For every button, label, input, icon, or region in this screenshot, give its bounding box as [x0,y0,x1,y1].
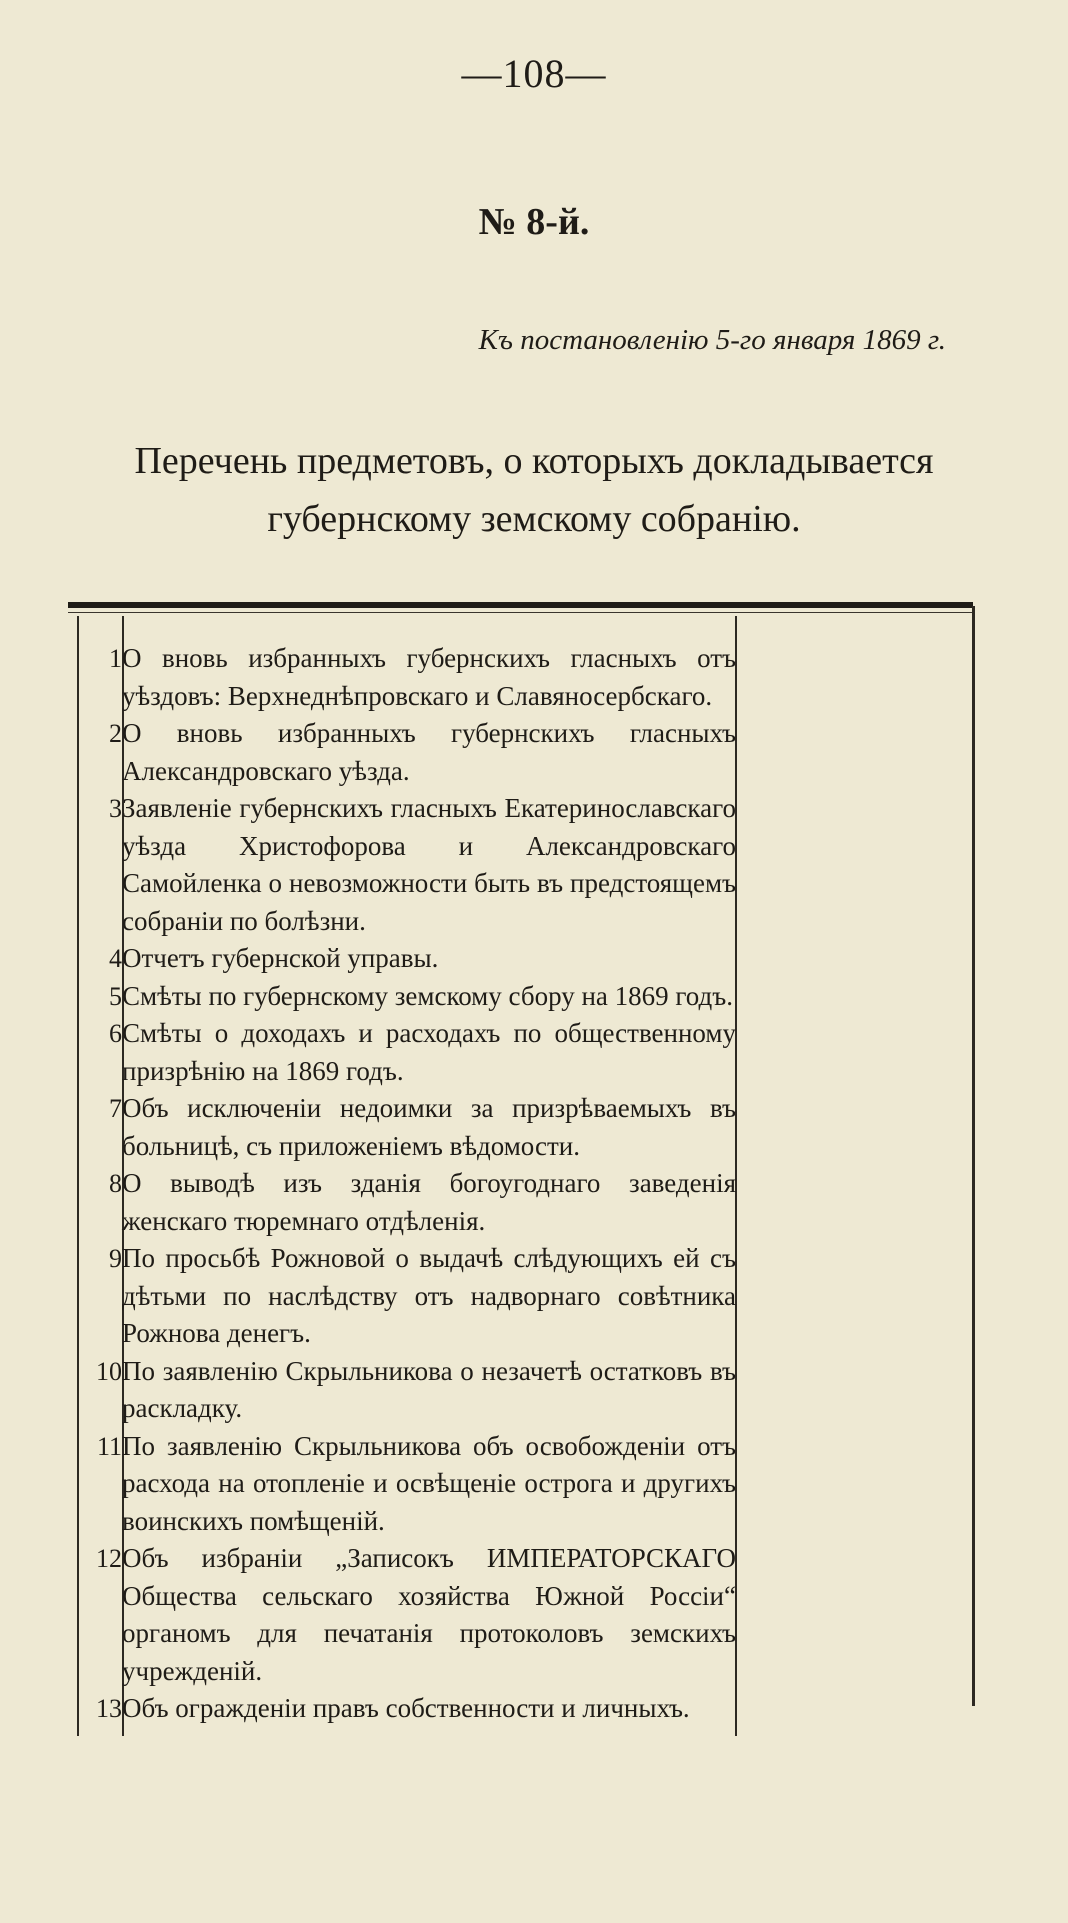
table-row [78,1090,736,1165]
item-text: Отчетъ губернской управы. [122,943,439,973]
item-text: Смѣты по губернскому земскому сбору на 1869 годъ. [122,980,733,1011]
item-number: 4 [109,944,122,973]
table-row [78,640,736,715]
table-row [78,1428,736,1541]
item-text: Объ огражденіи правъ собственности и личныхъ. [122,1693,690,1723]
table-row [78,1690,736,1728]
page-title: Перечень предметовъ, о которыхъ докладывается губернскому земскому собранію. [134,440,934,540]
page-number: —108— [461,51,607,96]
items-table [78,640,736,1728]
item-number: 1 [109,644,122,673]
item-text: Объ избраніи „Записокъ ИМПЕРАТОРСКАГО Общества сельскаго хозяйства Южной Россіи“ органомъ для печатанія протоколовъ земскихъ учрежденій. [122,1543,736,1686]
item-text: По просьбѣ Рожновой о выдачѣ слѣдующихъ ей съ дѣтьми по наслѣдству отъ надворнаго совѣтника Рожнова денегъ. [122,1243,736,1348]
item-number: 6 [109,1019,122,1048]
item-number: 12 [96,1544,122,1573]
item-number: 2 [109,719,122,748]
item-text: Смѣты о доходахъ и расходахъ по общественному призрѣнію на 1869 годъ. [122,1018,736,1086]
item-text: По заявленію Скрыльникова о незачетѣ остатковъ въ раскладку. [122,1355,736,1423]
table-row [78,1240,736,1353]
item-number: 9 [109,1244,122,1273]
item-number: 11 [96,1431,122,1461]
table-right-border [972,606,975,1706]
item-text: О выводѣ изъ зданія богоугоднаго заведенія женскаго тюремнаго отдѣленія. [122,1168,736,1236]
table-row [78,978,736,1016]
item-number: 10 [96,1356,122,1386]
item-number: 8 [109,1169,122,1198]
table-row [78,1540,736,1690]
item-number: 5 [109,981,122,1011]
table-row [78,1015,736,1090]
item-number: 13 [96,1694,122,1723]
table-row [78,790,736,940]
table-row [78,715,736,790]
item-text: По заявленію Скрыльникова объ освобожденіи отъ расхода на отопленіе и освѣщеніе острога и другихъ воинскихъ помѣщеній. [122,1430,736,1536]
table-top-rule [68,602,973,608]
item-text: Заявленіе губернскихъ гласныхъ Екатеринославскаго уѣзда Христофорова и Александровскаго Самойленка о невозможности быть въ предстоящемъ собраніи по болѣзни. [122,793,736,936]
document-number: № 8-й. [478,201,590,243]
table-row [78,1353,736,1428]
item-text: О вновь избранныхъ губернскихъ гласныхъ отъ уѣздовъ: Верхнеднѣпровскаго и Славяносербскаго. [122,643,736,711]
item-number: 3 [109,794,122,823]
item-text: Объ исключеніи недоимки за призрѣваемыхъ въ больницѣ, съ приложеніемъ вѣдомости. [122,1093,736,1161]
item-number: 7 [109,1094,122,1123]
table-row [78,940,736,978]
table-row [78,1165,736,1240]
item-text: О вновь избранныхъ губернскихъ гласныхъ Александровскаго уѣзда. [122,718,736,786]
table-top-thin-rule [68,612,973,613]
resolution-reference: Къ постановленію 5-го января 1869 г. [478,324,946,356]
